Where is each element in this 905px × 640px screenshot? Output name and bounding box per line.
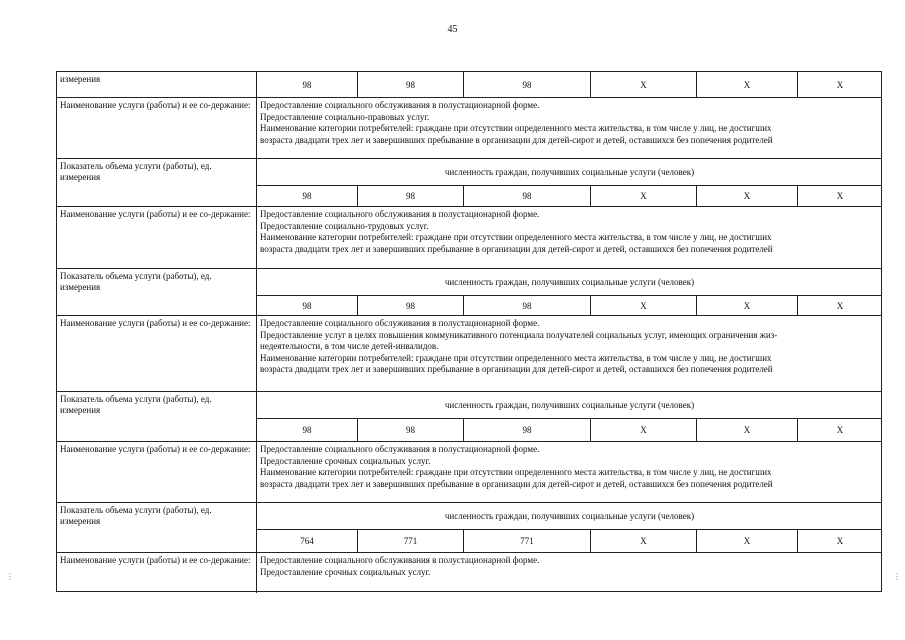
service-description (257, 316, 882, 376)
value-cell: 764 (257, 529, 358, 553)
value-cell: 98 (358, 185, 464, 207)
service-row (56, 97, 882, 159)
value-cell: X (697, 185, 798, 207)
indicator-label: Показатель объема услуги (работы), ед. измерения (56, 503, 257, 553)
value-cell: X (836, 80, 844, 90)
description-line: Предоставление социально-трудовых услуг. (260, 220, 429, 231)
value-cell: 98 (358, 295, 464, 316)
indicator-label: Показатель объема услуги (работы), ед. измерения (56, 392, 257, 442)
service-row (56, 315, 882, 392)
left-margin-mark: ⋮ (6, 572, 14, 581)
value-cell: 98 (358, 418, 464, 442)
description-line: Предоставление услуг в целях повышения коммуникативного потенциала получателей социальных услуг, имеющих ограничения жиз- (260, 329, 778, 340)
description-line: недеятельности, в том числе детей-инвалидов. (260, 341, 439, 351)
value-cell: X (697, 72, 798, 98)
service-description (257, 442, 882, 490)
description-line: Предоставление срочных социальных услуг. (260, 566, 431, 577)
value-cell: X (836, 191, 844, 201)
indicator-row (56, 158, 882, 207)
value-cell: 98 (257, 418, 358, 442)
top-row-values (257, 72, 882, 98)
value-cell: 98 (464, 418, 591, 442)
values-row (257, 529, 882, 553)
value-cell: 98 (358, 72, 464, 98)
values-row (257, 295, 882, 316)
indicator-label: Показатель объема услуги (работы), ед. измерения (56, 159, 257, 207)
value-cell: 98 (464, 185, 591, 207)
unit-cell: численность граждан, получивших социальные услуги (человек) (257, 392, 882, 419)
document-table (56, 71, 882, 592)
description-line: возраста двадцати трех лет и завершивших пребывание в организации для детей-сирот и детей, оставшихся без попечения родителей (260, 478, 773, 489)
description-line: Наименование категории потребителей: граждане при отсутствии определенного места жительства, в том числе у лиц, не достигших (260, 123, 772, 133)
description-line: Предоставление социального обслуживания в полустационарной форме. (260, 555, 540, 565)
value-cell: X (591, 185, 697, 207)
value-cell: 771 (464, 529, 591, 553)
service-row (56, 206, 882, 269)
top-row (56, 71, 882, 98)
indicator-row (56, 268, 882, 316)
value-cell: X (697, 295, 798, 316)
value-cell: 98 (257, 72, 358, 98)
top-row-label: измерения (56, 72, 257, 98)
unit-cell: численность граждан, получивших социальные услуги (человек) (257, 503, 882, 530)
value-cell: X (591, 529, 697, 553)
description-line: возраста двадцати трех лет и завершивших пребывание в организации для детей-сирот и детей, оставшихся без попечения родителей (260, 134, 773, 145)
value-cell: X (591, 295, 697, 316)
description-line: Предоставление социально-правовых услуг. (260, 111, 430, 122)
description-line: Предоставление социального обслуживания в полустационарной форме. (260, 318, 540, 328)
service-row (56, 441, 882, 503)
service-label: Наименование услуги (работы) и ее со-держание: (56, 553, 257, 593)
service-label: Наименование услуги (работы) и ее со-держание: (56, 207, 257, 269)
description-line: возраста двадцати трех лет и завершивших пребывание в организации для детей-сирот и детей, оставшихся без попечения родителей (260, 243, 773, 254)
service-description (257, 98, 882, 146)
description-line: Наименование категории потребителей: граждане при отсутствии определенного места жительства, в том числе у лиц, не достигших (260, 467, 772, 477)
value-cell: 98 (257, 185, 358, 207)
description-line: Предоставление социального обслуживания в полустационарной форме. (260, 100, 540, 110)
value-cell: X (591, 72, 697, 98)
value-cell: X (697, 529, 798, 553)
unit-cell: численность граждан, получивших социальные услуги (человек) (257, 159, 882, 186)
value-cell: X (836, 536, 844, 546)
unit-cell: численность граждан, получивших социальные услуги (человек) (257, 269, 882, 296)
indicator-row (56, 502, 882, 553)
service-description (257, 207, 882, 255)
value-cell: X (836, 425, 844, 435)
service-label: Наименование услуги (работы) и ее со-держание: (56, 316, 257, 392)
indicator-label: Показатель объема услуги (работы), ед. измерения (56, 269, 257, 316)
value-cell: X (836, 300, 844, 311)
indicator-row (56, 391, 882, 442)
service-label: Наименование услуги (работы) и ее со-держание: (56, 442, 257, 503)
value-cell: 98 (257, 295, 358, 316)
description-line: Наименование категории потребителей: граждане при отсутствии определенного места жительства, в том числе у лиц, не достигших (260, 232, 772, 242)
service-label: Наименование услуги (работы) и ее со-держание: (56, 98, 257, 159)
values-row (257, 418, 882, 442)
service-description (257, 553, 882, 578)
description-line: Наименование категории потребителей: граждане при отсутствии определенного места жительства, в том числе у лиц, не достигших (260, 352, 772, 363)
value-cell: X (697, 418, 798, 442)
table-bottom-border (56, 591, 882, 592)
description-line: Предоставление социального обслуживания в полустационарной форме. (260, 209, 540, 219)
description-line: Предоставление срочных социальных услуг. (260, 455, 431, 466)
value-cell: 98 (464, 295, 591, 316)
right-margin-mark: ⋮ (893, 572, 901, 581)
value-cell: 98 (464, 72, 591, 98)
description-line: Предоставление социального обслуживания в полустационарной форме. (260, 444, 540, 454)
service-row (56, 552, 882, 593)
value-cell: 771 (358, 529, 464, 553)
description-line: возраста двадцати трех лет и завершивших пребывание в организации для детей-сирот и детей, оставшихся без попечения родителей (260, 364, 773, 374)
values-row (257, 185, 882, 207)
page-number: 45 (447, 24, 458, 35)
value-cell: X (591, 418, 697, 442)
